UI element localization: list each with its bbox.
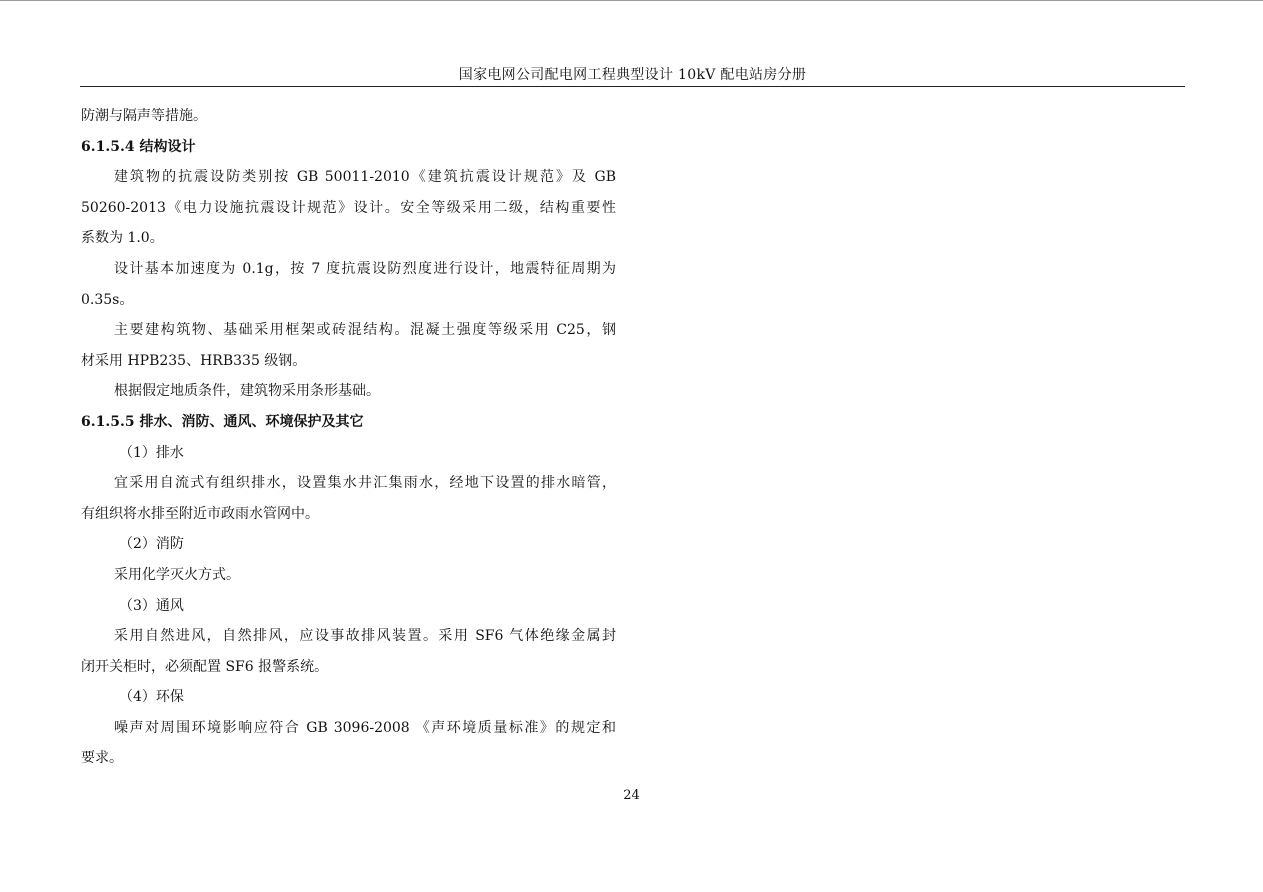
paragraph-line: 采用自然进风，自然排风，应设事故排风装置。采用 SF6 气体绝缘金属封 (114, 628, 616, 645)
paragraph-line: 噪声对周围环境影响应符合 GB 3096-2008 《声环境质量标准》的规定和 (114, 719, 616, 736)
paragraph-line: 材采用 HPB235、HRB335 级钢。 (81, 352, 307, 369)
subsection-label-fire: （2）消防 (119, 536, 184, 553)
paragraph-line: 0.35s。 (81, 291, 134, 308)
paragraph-line: 主要建构筑物、基础采用框架或砖混结构。混凝土强度等级采用 C25，钢 (114, 322, 616, 339)
paragraph-line: 采用化学灭火方式。 (114, 566, 240, 583)
paragraph-line: 系数为 1.0。 (81, 230, 164, 247)
paragraph-line: 有组织将水排至附近市政雨水管网中。 (81, 505, 319, 522)
subsection-label-ventilation: （3）通风 (119, 597, 184, 614)
paragraph-line: 防潮与隔声等措施。 (81, 108, 207, 124)
page-header (80, 62, 1185, 87)
top-divider (0, 0, 1263, 1)
section-heading-structure-design: 6.1.5.4 结构设计 (81, 138, 196, 155)
subsection-label-environment: （4）环保 (119, 689, 184, 706)
paragraph-line: 建筑物的抗震设防类别按 GB 50011-2010《建筑抗震设计规范》及 GB (114, 169, 616, 186)
subsection-label-drainage: （1）排水 (119, 444, 184, 461)
paragraph-line: 根据假定地质条件，建筑物采用条形基础。 (114, 383, 380, 400)
page-number: 24 (623, 788, 640, 803)
paragraph-line: 50260-2013《电力设施抗震设计规范》设计。安全等级采用二级，结构重要性 (81, 199, 616, 216)
paragraph-line: 闭开关柜时，必须配置 SF6 报警系统。 (81, 658, 329, 675)
document-body (81, 101, 616, 774)
section-heading-drainage-fire-ventilation: 6.1.5.5 排水、消防、通风、环境保护及其它 (81, 413, 364, 430)
paragraph-line: 要求。 (81, 750, 123, 767)
header-title: 国家电网公司配电网工程典型设计 10kV 配电站房分册 (458, 67, 807, 83)
paragraph-line: 设计基本加速度为 0.1g，按 7 度抗震设防烈度进行设计，地震特征周期为 (114, 260, 616, 277)
paragraph-line: 宜采用自流式有组织排水，设置集水井汇集雨水，经地下设置的排水暗管， (114, 475, 616, 492)
